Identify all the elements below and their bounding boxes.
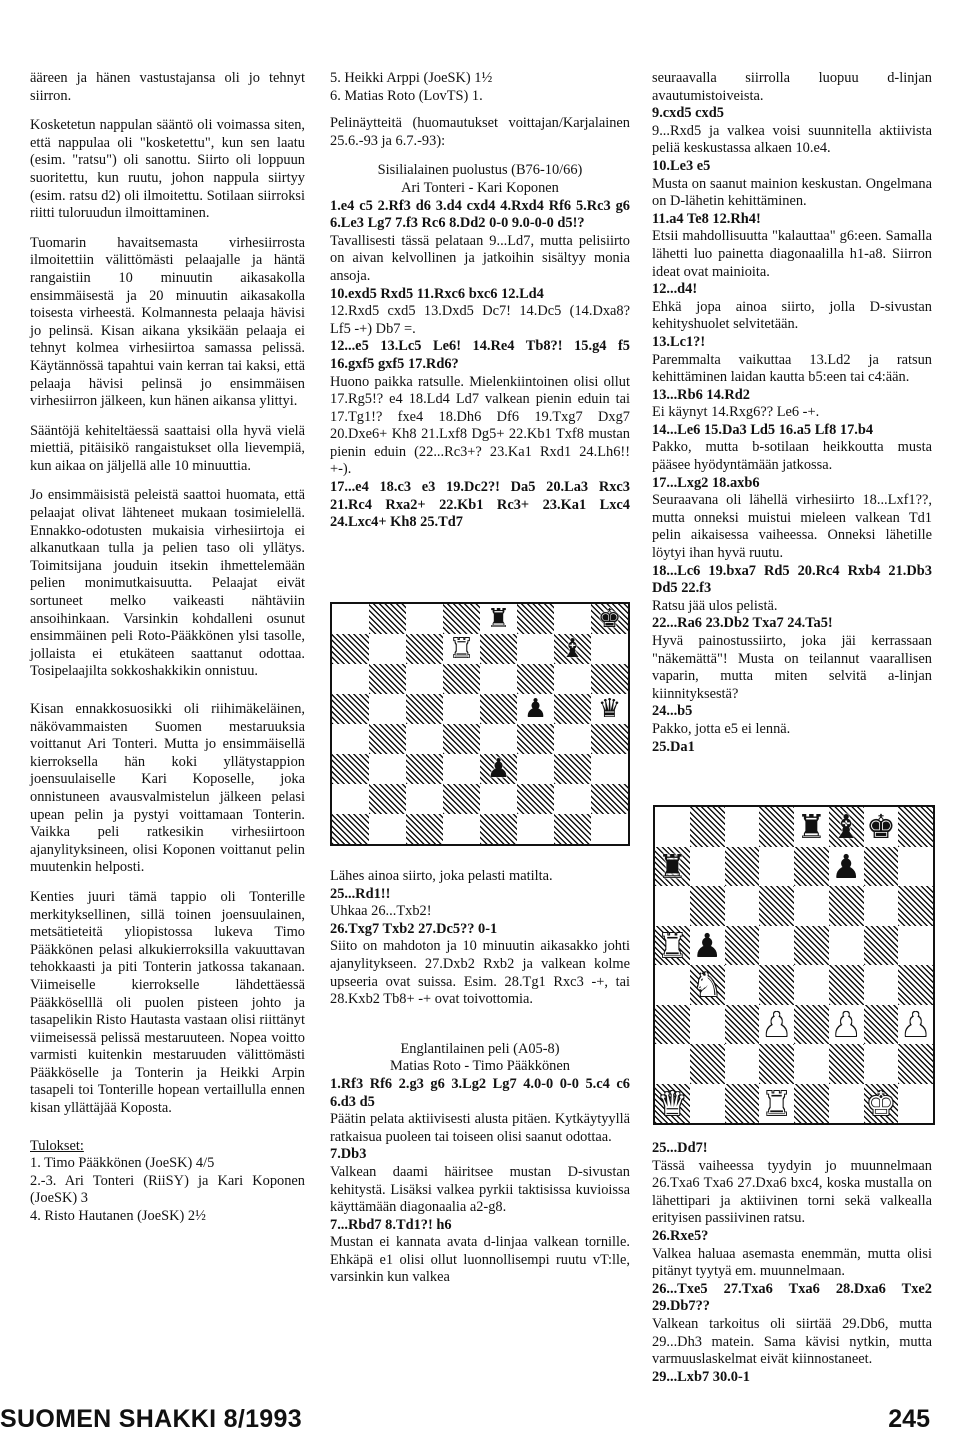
board-square (794, 886, 829, 926)
board-square (864, 926, 899, 966)
white-rook-icon: ♜ (657, 925, 688, 965)
board-square (829, 847, 864, 887)
board-square (794, 807, 829, 847)
result-line: 2.-3. Ari Tonteri (RiiSY) ja Kari Koponen (JoeSK) 3 (30, 1172, 305, 1207)
board-square (759, 886, 794, 926)
board-square (794, 1005, 829, 1045)
board-square (443, 754, 480, 784)
board-square (554, 664, 591, 694)
board-square (369, 724, 406, 754)
comment-line: Pakko, jotta e5 ei lennä. (652, 720, 791, 737)
board-square (898, 847, 933, 887)
move-line: 17...e4 18.c3 e3 19.Dc2?! Da5 20.La3 Rxc3 21.Rc4 Rxa2+ 22.Kb1 Rc3+ 23.Ka1 Lxc4 24.Lxc4+ Kh8 25.Td7 (330, 479, 630, 531)
board-square (332, 604, 369, 634)
board-square (864, 847, 899, 887)
board-square (759, 926, 794, 966)
move-line: 25...Dd7! (652, 1140, 708, 1156)
paragraph: Kenties juuri tämä tappio oli Tonterille merkityksellinen, sillä toinen joensuulainen, metsätieteitä yliopistossa lukeva Timo Pääkkönen pelasi alkukierroksilla vakuuttavan tehokkaasti ja piti Tonterin jatkossa takanaan. Viimeiselle kierrokselle lähdettäessä Pääkköselllä oli puolen pisteen johto ja tasapelikin Risto Hautasta vastaan olisi riittänyt viimeisessä pelissä mestaruuteen. Nopea voitto varmisti kuitenkin mestaruuden välittömästi Pääkköselle ja Tonterin ja Heikki Arpin tasapeli toi Tonterille hopean vertaillulla ennen kisan yllättäjää Koposta. (30, 888, 305, 1117)
board-square (690, 1084, 725, 1124)
article-column-3 (652, 70, 932, 756)
article-column-2 (330, 70, 630, 532)
board-square (517, 754, 554, 784)
board-square (369, 604, 406, 634)
board-square (864, 807, 899, 847)
board-square (369, 784, 406, 814)
game2-opening: Englantilainen peli (A05-8) (400, 1040, 560, 1057)
board-square (591, 814, 628, 844)
comment-line: Paremmalta vaikuttaa 13.Ld2 ja ratsun kehittäminen laidan kautta b5:een tai c4:ään. (652, 351, 932, 386)
paragraph: Kosketetun nappulan sääntö oli voimassa siten, että nappulaa oli "kosketettu", kun sen laatu (esim. "ratsu") oli sanottu. Siirto oli loppuun suoritettu, kun ruutu, johon nappula siirtyy (esim. ratsu d2) oli ilmoitettu. Sotilaan siirroksi riitti tuloruudun ilmoittaminen. (30, 117, 305, 222)
black-rook-icon: ♜ (657, 846, 688, 886)
board-square (690, 847, 725, 887)
board-square (517, 634, 554, 664)
move-line: 18...Lc6 19.bxa7 Rd5 20.Rc4 Rxb4 21.Db3 Dd5 22.f3 (652, 562, 932, 597)
board-square (332, 694, 369, 724)
board-square (690, 926, 725, 966)
move-line: 10.Le3 e5 (652, 157, 711, 174)
board-square (554, 724, 591, 754)
comment-line: Pakko, mutta b-sotilaan heikkoutta musta pääsee hyödyntämään jatkossa. (652, 439, 932, 474)
board-square (369, 634, 406, 664)
board-square (332, 724, 369, 754)
board-square (759, 807, 794, 847)
board-square (829, 965, 864, 1005)
white-pawn-icon: ♟ (761, 1004, 792, 1044)
board-square (725, 847, 760, 887)
game1-annotations-cont (330, 868, 630, 1009)
board-square (655, 1084, 690, 1124)
white-knight-icon: ♞ (692, 965, 722, 1005)
board-square (655, 926, 690, 966)
move-line: 25.Da1 (652, 738, 695, 755)
board-square (898, 1084, 933, 1124)
white-pawn-icon: ♟ (831, 1004, 861, 1044)
board-square (591, 724, 628, 754)
board-square (690, 965, 725, 1005)
white-king-icon: ♚ (866, 1083, 896, 1123)
comment-line: Ehkä jopa ainoa siirto, jolla D-sivustan kehityshuolet selvitetään. (652, 298, 932, 333)
board-square (759, 1005, 794, 1045)
board-square (517, 664, 554, 694)
board-square (864, 886, 899, 926)
comment-line: Siito on mahdoton ja 10 minuutin aikasakko johti ajanylitykseen. 27.Dxb2 Rxb2 ja valkean kolme upseeria ovat suissa. Esim. 28.Tg1 Rxc3 -+, tai 28.Kxb2 Tb8+ -+ ovat toivottomia. (330, 938, 630, 1008)
board-square (829, 1005, 864, 1045)
board-square (406, 604, 443, 634)
board-square (517, 694, 554, 724)
move-line: 7.Db3 (330, 1146, 367, 1163)
board-square (443, 814, 480, 844)
white-queen-icon: ♛ (657, 1083, 688, 1123)
board-square (480, 724, 517, 754)
board-square (517, 724, 554, 754)
board-square (517, 604, 554, 634)
board-square (794, 847, 829, 887)
paragraph: ääreen ja hänen vastustajansa oli jo tehnyt siirron. (30, 70, 305, 104)
board-square (554, 694, 591, 724)
comment-line: Etsii mahdollisuutta "kalauttaa" g6:een. Samalla lähetti luo painetta diagonaalilla h1-a8. Siirron ideat ovat mainioita. (652, 228, 932, 280)
chess-diagram-2 (653, 805, 935, 1125)
board-square (480, 634, 517, 664)
black-pawn-icon: ♟ (523, 694, 548, 724)
board-square (591, 604, 628, 634)
board-square (690, 1044, 725, 1084)
move-line: 14...Le6 15.Da3 Ld5 16.a5 Lf8 17.b4 (652, 421, 874, 438)
board-square (864, 1044, 899, 1084)
games-intro: Pelinäytteitä (huomautukset voittajan/Karjalainen 25.6.-93 ja 6.7.-93): (330, 115, 630, 149)
white-rook-icon: ♜ (449, 634, 474, 664)
board-square (406, 754, 443, 784)
comment-line: Valkean tarkoitus oli siirtää 29.Db6, mutta 29...Dh3 matein. Sama kävisi nytkin, mutta varmuuslaskelmat eivät kiinnostaneet. (652, 1315, 932, 1368)
board-square (829, 886, 864, 926)
comment-line: Seuraavana oli lähellä virhesiirto 18...Lxf1??, mutta onneksi muistui mieleen valkean Td1 pelin aikaisessa vaiheessa. Onneksi lähetille löytyi ihan hyvä ruutu. (652, 492, 932, 562)
comment-line: Ratsu jää ulos pelistä. (652, 597, 778, 614)
board-square (655, 886, 690, 926)
board-square (443, 634, 480, 664)
move-line: 1.e4 c5 2.Rf3 d6 3.d4 cxd4 4.Rxd4 Rf6 5.Rc3 g6 6.Le3 Lg7 7.f3 Rc6 8.Dd2 0-0 9.0-0-0 d5!? (330, 197, 630, 232)
board-square (406, 784, 443, 814)
board-square (369, 754, 406, 784)
board-square (759, 1084, 794, 1124)
board-square (794, 926, 829, 966)
results-title: Tulokset: (30, 1137, 84, 1154)
board-square (725, 1044, 760, 1084)
board-square (591, 634, 628, 664)
standings-line: 5. Heikki Arppi (JoeSK) 1½ (330, 70, 493, 86)
black-king-icon: ♚ (597, 604, 622, 634)
board-square (829, 926, 864, 966)
paragraph: Sääntöjä kehiteltäessä saattaisi olla hyvä vielä miettiä, pitäisikö rangaistukset olla lievempiä, kun aikaa on jäljellä alle 10 minuuttia. (30, 422, 305, 474)
black-pawn-icon: ♟ (692, 925, 722, 965)
move-line: 12...d4! (652, 281, 698, 298)
board-square (591, 694, 628, 724)
board-square (443, 694, 480, 724)
board-square (864, 1084, 899, 1124)
comment-line: Päätin pelata aktiivisesti alusta pitäen. Kytkäytyyllä ratkaisua puoleen tai toiseen olisi saanut odottaa. (330, 1111, 630, 1145)
move-line: 9.cxd5 cxd5 (652, 105, 724, 122)
game1-players: Ari Tonteri - Kari Koponen (401, 179, 559, 196)
board-square (517, 814, 554, 844)
board-square (655, 1044, 690, 1084)
standings-line: 6. Matias Roto (LovTS) 1. (330, 87, 483, 104)
board-square (554, 784, 591, 814)
board-square (517, 784, 554, 814)
move-line: 13...Rb6 14.Rd2 (652, 386, 750, 403)
result-line: 4. Risto Hautanen (JoeSK) 2½ (30, 1208, 206, 1225)
black-pawn-icon: ♟ (831, 846, 861, 886)
comment-line: Tässä vaiheessa tyydyin jo muunnelmaan 26.Txa6 Txa6 27.Dxa6 bxc4, koska mustalla on lähettipari ja aktiivinen torni sekä valkealla erityisen passiivinen ratsu. (652, 1157, 932, 1227)
result-line: 1. Timo Pääkkönen (JoeSK) 4/5 (30, 1155, 215, 1172)
black-rook-icon: ♜ (796, 807, 827, 847)
board-square (794, 1084, 829, 1124)
move-line: 29...Lxb7 30.0-1 (652, 1368, 750, 1385)
board-square (898, 807, 933, 847)
comment-line: Lähes ainoa siirto, joka pelasti matilta. (330, 868, 553, 884)
board-square (332, 754, 369, 784)
white-pawn-icon: ♟ (900, 1004, 931, 1044)
move-line: 10.exd5 Rxd5 11.Rxc6 bxc6 12.Ld4 (330, 285, 544, 302)
comment-line: Tavallisesti tässä pelataan 9...Ld7, mutta pelisiirto on aivan kelvollinen ja jatkoihin sisältyy monia ansoja. (330, 232, 630, 284)
board-square (480, 694, 517, 724)
comment-line: 12.Rxd5 cxd5 13.Dxd5 Dc7! 14.Dc5 (14.Dxa8? Lf5 -+) Db7 =. (330, 303, 630, 337)
move-line: 25...Rd1!! (330, 885, 391, 902)
comment-line: Valkean daami häiritsee mustan D-sivustan kehitystä. Lisäksi valkea pyrkii taktisissa kuvioissa käyttämään diagonaalia a2-g8. (330, 1163, 630, 1216)
board-square (443, 784, 480, 814)
black-bishop-icon: ♝ (560, 634, 585, 664)
comment-line: Valkea haluaa asemasta enemmän, mutta olisi pitänyt tyytyä em. muunnelmaan. (652, 1245, 932, 1280)
move-line: 13.Lc1?! (652, 333, 706, 350)
board-square (829, 1084, 864, 1124)
move-line: 17...Lxg2 18.axb6 (652, 474, 760, 491)
comment-line: Ei käynyt 14.Rxg6?? Le6 -+. (652, 404, 820, 421)
board-square (369, 814, 406, 844)
board-square (406, 634, 443, 664)
article-column-1 (30, 70, 305, 1226)
move-line: 1.Rf3 Rf6 2.g3 g6 3.Lg2 Lg7 4.0-0 0-0 5.c4 c6 6.d3 d5 (330, 1075, 630, 1110)
comment-line: Uhkaa 26...Txb2! (330, 903, 432, 920)
board-square (725, 1005, 760, 1045)
board-square (655, 807, 690, 847)
black-king-icon: ♚ (866, 807, 896, 847)
board-square (794, 965, 829, 1005)
board-square (725, 926, 760, 966)
board-square (554, 814, 591, 844)
board-square (655, 965, 690, 1005)
comment-line: Mustan ei kannata avata d-linjaa valkean tornille. Ehkäpä e1 olisi ollut luonnollisempi ruutu vT:lle, varsinkin kun valkea (330, 1234, 630, 1286)
board-square (480, 754, 517, 784)
comment-line: Hyvä painostussiirto, joka jäi kerrassaan "näkemättä"! Musta on teilannut vaarallisen vaparin, mutta miten selvitä a-linjan kiinnityksestä? (652, 633, 932, 702)
board-square (480, 664, 517, 694)
board-square (554, 754, 591, 784)
article-column-2-lower (330, 868, 630, 1287)
move-line: 26.Rxe5? (652, 1227, 709, 1244)
board-square (554, 604, 591, 634)
move-line: 12...e5 13.Lc5 Le6! 14.Re4 Tb8?! 15.g4 f5 16.gxf5 gxf5 17.Rd6? (330, 338, 630, 372)
move-line: 11.a4 Te8 12.Rh4! (652, 210, 761, 227)
board-square (690, 886, 725, 926)
board-square (369, 694, 406, 724)
black-queen-icon: ♛ (597, 694, 622, 724)
board-square (725, 807, 760, 847)
comment-line: seuraavalla siirrolla luopuu d-linjan avautumistoiveista. (652, 70, 932, 104)
board-square (759, 847, 794, 887)
board-square (332, 664, 369, 694)
comment-line: 9...Rxd5 ja valkea voisi suunnitella aktiivista peliä keskustassa alkaen 10.e4. (652, 122, 932, 157)
board-square (690, 807, 725, 847)
board-square (759, 965, 794, 1005)
board-square (443, 604, 480, 634)
board-square (554, 634, 591, 664)
board-square (406, 814, 443, 844)
board-square (591, 754, 628, 784)
game1-annotations (330, 198, 630, 532)
board-square (480, 604, 517, 634)
board-square (443, 724, 480, 754)
board-square (443, 664, 480, 694)
board-square (794, 1044, 829, 1084)
game2-annotations (330, 1076, 630, 1287)
black-pawn-icon: ♟ (486, 754, 511, 784)
board-square (332, 634, 369, 664)
game2-annotations-end (652, 1140, 932, 1386)
board-square (725, 965, 760, 1005)
board-square (725, 1084, 760, 1124)
board-square (898, 1005, 933, 1045)
board-square (591, 664, 628, 694)
move-line: 24...b5 (652, 703, 693, 720)
white-rook-icon: ♜ (761, 1083, 792, 1123)
move-line: 26.Txg7 Txb2 27.Dc5?? 0-1 (330, 920, 498, 937)
black-bishop-icon: ♝ (831, 807, 861, 847)
chess-diagram-1 (330, 602, 630, 846)
black-rook-icon: ♜ (486, 604, 511, 634)
game2-annotations-cont (652, 70, 932, 756)
comment-line: Musta on saanut mainion keskustan. Ongelmana on D-lähetin kehittäminen. (652, 175, 932, 210)
board-square (655, 847, 690, 887)
board-square (406, 664, 443, 694)
move-line: 26...Txe5 27.Txa6 Txa6 28.Dxa6 Txe2 29.Db7?? (652, 1280, 932, 1315)
move-line: 7...Rbd7 8.Td1?! h6 (330, 1216, 452, 1233)
board-square (898, 965, 933, 1005)
board-square (655, 1005, 690, 1045)
board-square (690, 1005, 725, 1045)
board-square (725, 886, 760, 926)
game1-opening: Sisilialainen puolustus (B76-10/66) (377, 162, 583, 179)
board-square (332, 814, 369, 844)
board-square (480, 814, 517, 844)
board-square (406, 694, 443, 724)
game2-players: Matias Roto - Timo Pääkkönen (390, 1058, 570, 1075)
paragraph: Kisan ennakkosuosikki oli riihimäkeläinen, näkövammaisten Suomen mestaruuksia voittanut Ari Tonteri. Mutta jo ensimmäisellä kierroksella hän koki yllätystappion joensuulaiselle Kari Koposelle, joka onnistuneen avausvalmistelun jälkeen pelasi upean pelin ja pystyi voittamaan Tonterin. Vaikka peli ratkesikin virhesiirtoon ajanylityksineen, olisi Koponen voittanut pelin muutenkin helposti. (30, 701, 305, 876)
board-square (829, 807, 864, 847)
board-square (898, 926, 933, 966)
board-square (406, 724, 443, 754)
board-square (864, 965, 899, 1005)
board-square (864, 1005, 899, 1045)
board-square (591, 784, 628, 814)
board-square (480, 784, 517, 814)
move-line: 22...Ra6 23.Db2 Txa7 24.Ta5! (652, 615, 833, 632)
board-square (332, 784, 369, 814)
board-square (369, 664, 406, 694)
page-number: 245 (888, 1405, 930, 1433)
article-column-3-lower (652, 1140, 932, 1386)
paragraph: Jo ensimmäisistä peleistä saattoi huomata, että pelaajat olivat lähteneet mukaan tosimielellä. Ennakko-odotusten mukaisia virhesiirtoja ei alkanutkaan tulla ja pelien taso oli yllätys. Toimitsijana jouduin itsekin ihmettelemään pelien monimutkaisuutta. Pelaajat eivät sortuneet melko vaikeasti nähtäviin ansoihinkaan. Varsinkin kohdalleni osunut ensimmäinen peli Roto-Pääkkönen ylsi tasolle, jollaista ei etukäteen saattanut odottaa. Tosipelaajilta sokkoshakkikin onnistuu. (30, 487, 305, 680)
paragraph: Tuomarin havaitsemasta virhesiirrosta ilmoitettiin välittömästi pelaajalle ja häntä rangaistiin 10 minuutin aikasakolla ensimmäisestä ja 20 minuutin aikasakolla toisesta virheestä. Kolmannesta pelaaja hävisi jo pelinsä. Kisan aikana yksikään pelaaja ei tehnyt kolmea virhesiirtoa samassa pelissä. Käytännössä tapahtui vain kerran tai kaksi, että pelaaja hävisi pelinsä jo ensimmäisen virhesiirron jälkeen, kun hänen aikansa ylittyi. (30, 234, 305, 410)
magazine-title: SUOMEN SHAKKI 8/1993 (0, 1405, 302, 1433)
board-square (898, 1044, 933, 1084)
board-square (898, 886, 933, 926)
board-square (829, 1044, 864, 1084)
board-square (759, 1044, 794, 1084)
comment-line: Huono paikka ratsulle. Mielenkiintoinen olisi ollut 17.Rg5!? e4 18.Ld4 Ld7 valkean pienin eduin tai 17.Tg1!? fxe4 18.Dh6 Df6 19.Txg7 Dxg7 20.Dxe6+ Kh8 21.Lxf8 Dg5+ 22.Kb1 Txf8 mustan pienin eduin (22...Rc3+? 23.Ka1 Rxd1 24.Lh6!! +-). (330, 373, 630, 478)
